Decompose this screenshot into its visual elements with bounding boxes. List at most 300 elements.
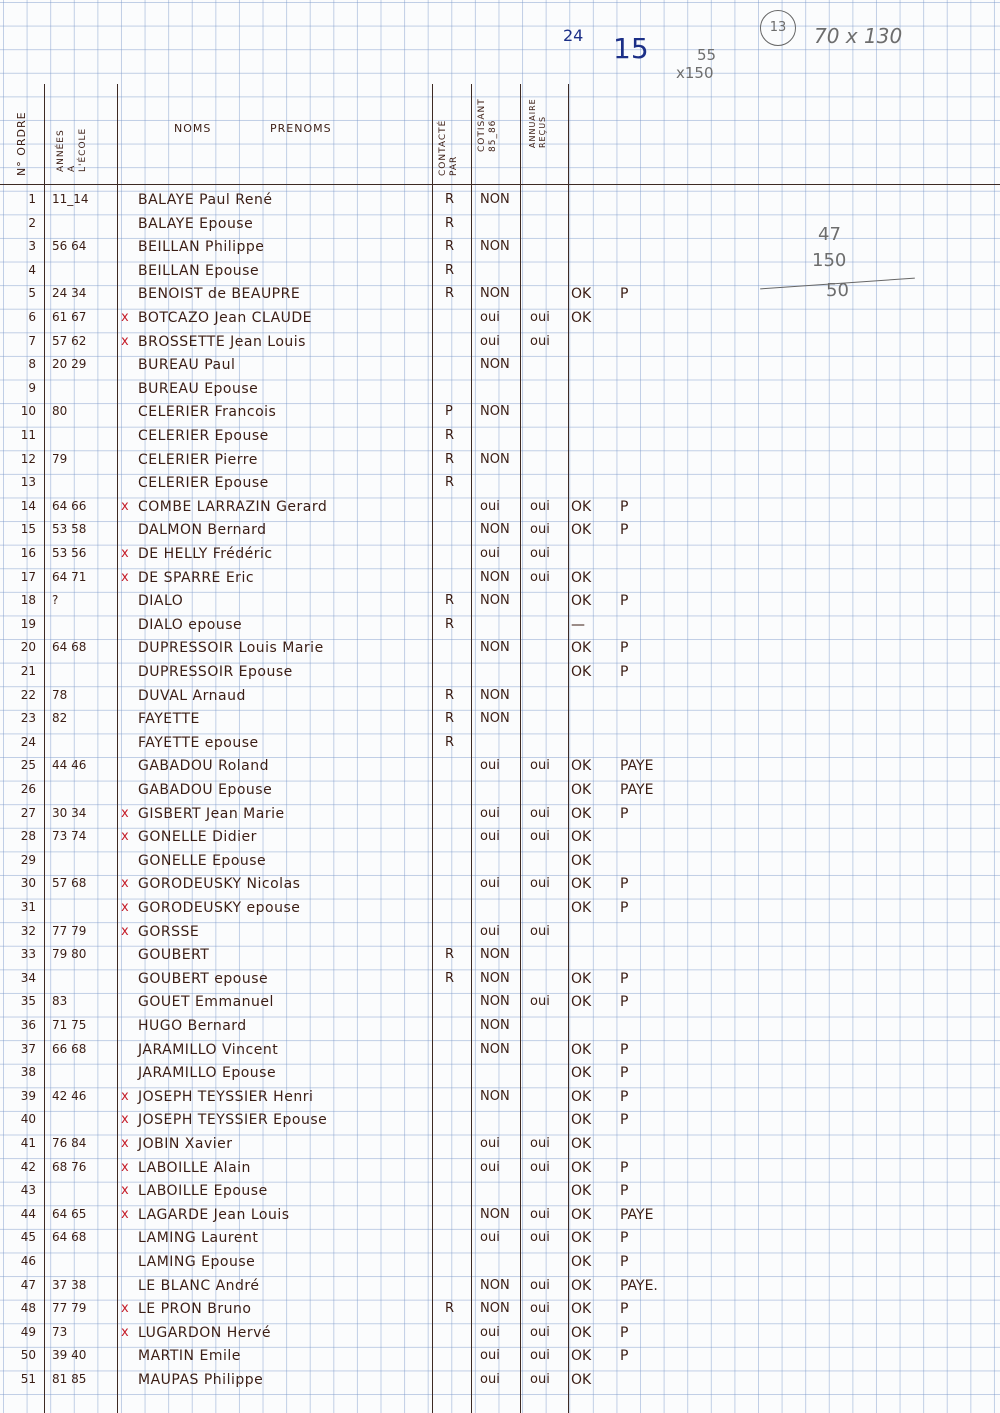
- page-number: 15: [613, 32, 649, 65]
- row-annuaire: oui: [530, 546, 550, 561]
- row-number: 24: [20, 734, 36, 749]
- row-name: BUREAU Paul: [138, 357, 236, 374]
- row-annuaire: oui: [530, 1301, 550, 1317]
- table-row: [0, 990, 1000, 1014]
- row-contacted-by: R: [445, 711, 455, 727]
- row-check-mark: x: [121, 498, 129, 514]
- row-name: JOBIN Xavier: [138, 1136, 233, 1152]
- row-cotisant: oui: [480, 1136, 500, 1151]
- row-years: 68 76: [52, 1159, 87, 1174]
- row-years: 53 56: [52, 546, 87, 560]
- table-row: [0, 448, 1000, 472]
- row-number: 21: [20, 664, 36, 678]
- row-number: 44: [20, 1206, 36, 1221]
- header-rule: [0, 184, 1000, 185]
- row-status-mark: P: [620, 1230, 629, 1247]
- row-number: 43: [20, 1183, 36, 1198]
- row-ok: OK: [571, 1324, 592, 1341]
- row-number: 46: [20, 1254, 36, 1268]
- row-number: 41: [20, 1136, 36, 1150]
- row-number: 7: [28, 333, 36, 348]
- row-contacted-by: R: [445, 970, 455, 986]
- row-cotisant: oui: [480, 758, 500, 774]
- row-ok: OK: [571, 782, 592, 798]
- table-row: [0, 306, 1000, 330]
- row-contacted-by: R: [445, 1301, 455, 1317]
- row-status-mark: P: [620, 900, 629, 916]
- table-row: [0, 613, 1000, 637]
- row-number: 20: [20, 640, 36, 655]
- table-row: [0, 1297, 1000, 1321]
- row-number: 1: [28, 192, 36, 206]
- row-cotisant: NON: [480, 994, 510, 1010]
- row-cotisant: NON: [480, 1301, 510, 1317]
- row-name: DUPRESSOIR Louis Marie: [138, 640, 324, 657]
- row-check-mark: x: [121, 1088, 129, 1104]
- row-years: 57 62: [52, 333, 87, 348]
- row-check-mark: x: [121, 829, 129, 845]
- row-status-mark: P: [620, 1041, 629, 1058]
- table-row: [0, 1344, 1000, 1368]
- row-check-mark: x: [121, 923, 129, 939]
- row-annuaire: oui: [530, 522, 550, 538]
- row-number: 47: [20, 1277, 36, 1292]
- row-annuaire: oui: [530, 923, 550, 939]
- row-cotisant: NON: [480, 640, 510, 656]
- row-name: CELERIER Francois: [138, 404, 277, 421]
- row-check-mark: x: [121, 1112, 129, 1128]
- row-check-mark: x: [121, 1206, 129, 1222]
- header-noms: NOMS: [174, 122, 212, 135]
- row-number: 22: [20, 687, 36, 702]
- row-cotisant: NON: [480, 357, 510, 373]
- row-name: GOUBERT epouse: [138, 970, 269, 987]
- row-years: 78: [52, 687, 68, 702]
- row-number: 15: [20, 522, 36, 537]
- row-check-mark: x: [121, 1301, 129, 1317]
- row-number: 18: [20, 593, 36, 608]
- row-status-mark: P: [620, 1254, 629, 1270]
- row-name: BUREAU Epouse: [138, 380, 259, 397]
- row-contacted-by: R: [445, 616, 455, 632]
- page-prefix: 24: [563, 26, 584, 45]
- row-cotisant: NON: [480, 1206, 510, 1222]
- table-row: [0, 754, 1000, 778]
- row-number: 29: [20, 852, 36, 867]
- row-name: LABOILLE Alain: [138, 1159, 251, 1176]
- row-years: 77 79: [52, 923, 87, 938]
- row-number: 32: [20, 923, 36, 938]
- row-name: CELERIER Epouse: [138, 428, 269, 444]
- row-name: JARAMILLO Epouse: [138, 1065, 277, 1082]
- row-ok: OK: [571, 522, 592, 539]
- row-cotisant: NON: [480, 593, 510, 609]
- row-cotisant: NON: [480, 1018, 510, 1033]
- row-cotisant: NON: [480, 522, 510, 538]
- row-annuaire: oui: [530, 758, 550, 774]
- table-row: [0, 684, 1000, 708]
- row-number: 28: [20, 829, 36, 844]
- row-ok: OK: [571, 640, 592, 657]
- row-cotisant: NON: [480, 947, 510, 963]
- table-row: [0, 589, 1000, 613]
- row-number: 34: [20, 970, 36, 985]
- row-status-mark: P: [620, 1183, 629, 1200]
- calc-top: 55: [697, 46, 717, 64]
- table-row: [0, 636, 1000, 660]
- row-name: DUPRESSOIR Epouse: [138, 664, 293, 680]
- row-status-mark: P: [620, 876, 629, 893]
- row-number: 25: [20, 758, 36, 773]
- row-contacted-by: R: [445, 215, 455, 231]
- row-name: GOUET Emmanuel: [138, 994, 274, 1011]
- table-row: [0, 1203, 1000, 1227]
- row-name: GISBERT Jean Marie: [138, 805, 285, 822]
- table-row: [0, 849, 1000, 873]
- row-annuaire: oui: [530, 1159, 550, 1175]
- table-row: [0, 825, 1000, 849]
- row-name: GONELLE Epouse: [138, 852, 267, 869]
- row-check-mark: x: [121, 1136, 129, 1151]
- row-years: 64 68: [52, 1230, 87, 1245]
- row-number: 36: [20, 1018, 36, 1032]
- row-name: GABADOU Roland: [138, 758, 269, 775]
- table-row: [0, 259, 1000, 283]
- row-cotisant: oui: [480, 805, 500, 821]
- row-name: DUVAL Arnaud: [138, 687, 246, 704]
- row-ok: —: [571, 616, 585, 633]
- row-number: 42: [20, 1159, 36, 1174]
- row-check-mark: x: [121, 805, 129, 821]
- row-ok: OK: [571, 1088, 592, 1105]
- row-ok: OK: [571, 498, 592, 515]
- table-row: [0, 518, 1000, 542]
- row-ok: OK: [571, 1112, 592, 1129]
- circled-number-text: 13: [769, 20, 787, 35]
- row-name: COMBE LARRAZIN Gerard: [138, 498, 328, 515]
- row-cotisant: NON: [480, 1277, 510, 1293]
- table-row: [0, 400, 1000, 424]
- row-contacted-by: R: [445, 947, 455, 963]
- row-cotisant: oui: [480, 1230, 500, 1246]
- row-ok: OK: [571, 310, 592, 326]
- row-contacted-by: R: [445, 192, 455, 207]
- row-ok: OK: [571, 805, 592, 822]
- row-status-mark: P: [620, 970, 629, 987]
- row-number: 49: [20, 1324, 36, 1339]
- row-cotisant: oui: [480, 310, 500, 325]
- row-years: 76 84: [52, 1136, 87, 1150]
- row-contacted-by: P: [445, 404, 453, 420]
- row-ok: OK: [571, 1136, 592, 1152]
- row-years: 83: [52, 994, 68, 1009]
- table-row: [0, 235, 1000, 259]
- table-row: [0, 377, 1000, 401]
- row-check-mark: x: [121, 1159, 129, 1175]
- row-ok: OK: [571, 758, 592, 775]
- row-name: DIALO: [138, 593, 184, 610]
- table-row: [0, 1014, 1000, 1038]
- row-name: DALMON Bernard: [138, 522, 267, 539]
- row-cotisant: oui: [480, 333, 500, 349]
- row-name: BALAYE Epouse: [138, 215, 254, 232]
- header-annuaire: ANNUAIRE REÇUS: [528, 98, 547, 148]
- row-name: GORODEUSKY epouse: [138, 900, 301, 916]
- row-ok: OK: [571, 1230, 592, 1247]
- row-years: 56 64: [52, 239, 87, 254]
- row-check-mark: x: [121, 876, 129, 892]
- row-ok: OK: [571, 1301, 592, 1318]
- row-name: LABOILLE Epouse: [138, 1183, 268, 1200]
- row-years: 42 46: [52, 1088, 87, 1103]
- row-ok: OK: [571, 1206, 592, 1223]
- table-row: [0, 1061, 1000, 1085]
- row-ok: OK: [571, 664, 592, 680]
- row-ok: OK: [571, 970, 592, 987]
- table-row: [0, 967, 1000, 991]
- row-cotisant: NON: [480, 1041, 510, 1057]
- row-status-mark: P: [620, 286, 629, 303]
- row-years: 64 66: [52, 498, 87, 513]
- row-years: 79 80: [52, 947, 87, 962]
- row-cotisant: oui: [480, 1348, 500, 1364]
- table-row: [0, 896, 1000, 920]
- row-cotisant: oui: [480, 498, 500, 514]
- row-number: 4: [28, 262, 36, 277]
- row-name: BROSSETTE Jean Louis: [138, 333, 306, 350]
- row-name: DE HELLY Frédéric: [138, 546, 273, 562]
- table-row: [0, 542, 1000, 566]
- row-number: 13: [20, 475, 36, 490]
- row-ok: OK: [571, 829, 592, 846]
- row-years: 39 40: [52, 1348, 87, 1363]
- table-row: [0, 1156, 1000, 1180]
- row-number: 8: [28, 357, 36, 372]
- row-annuaire: oui: [530, 1277, 550, 1293]
- row-name: GORSSE: [138, 923, 200, 940]
- row-cotisant: oui: [480, 1324, 500, 1340]
- row-cotisant: NON: [480, 970, 510, 986]
- table-row: [0, 731, 1000, 755]
- row-number: 17: [20, 569, 36, 584]
- row-number: 12: [20, 451, 36, 466]
- row-years: 66 68: [52, 1041, 87, 1056]
- row-number: 27: [20, 805, 36, 820]
- row-name: GONELLE Didier: [138, 829, 257, 846]
- table-row: [0, 660, 1000, 684]
- row-number: 50: [20, 1348, 36, 1363]
- row-name: GABADOU Epouse: [138, 782, 273, 798]
- row-years: 73: [52, 1324, 68, 1339]
- row-ok: OK: [571, 1041, 592, 1058]
- row-status-mark: PAYE: [620, 1206, 654, 1223]
- row-number: 23: [20, 711, 36, 726]
- row-number: 48: [20, 1301, 36, 1316]
- row-name: BEILLAN Epouse: [138, 262, 260, 279]
- table-row: [0, 1108, 1000, 1132]
- table-row: [0, 282, 1000, 306]
- row-years: 64 65: [52, 1206, 87, 1221]
- table-row: [0, 353, 1000, 377]
- row-cotisant: oui: [480, 829, 500, 845]
- row-cotisant: oui: [480, 923, 500, 939]
- margin-calc-b: 150: [812, 250, 847, 271]
- table-row: [0, 1226, 1000, 1250]
- row-years: 53 58: [52, 522, 87, 537]
- row-cotisant: NON: [480, 569, 510, 585]
- row-ok: OK: [571, 569, 592, 586]
- row-ok: OK: [571, 900, 592, 916]
- row-name: JARAMILLO Vincent: [138, 1041, 279, 1058]
- row-years: ?: [52, 593, 59, 608]
- row-status-mark: P: [620, 593, 629, 610]
- row-name: LAMING Laurent: [138, 1230, 259, 1247]
- row-number: 2: [28, 215, 36, 230]
- row-ok: OK: [571, 1372, 592, 1388]
- row-annuaire: oui: [530, 1136, 550, 1151]
- row-status-mark: P: [620, 664, 629, 680]
- row-years: 61 67: [52, 310, 87, 324]
- row-years: 64 68: [52, 640, 87, 655]
- row-check-mark: x: [121, 1183, 129, 1199]
- row-name: BENOIST de BEAUPRE: [138, 286, 301, 303]
- row-annuaire: oui: [530, 1324, 550, 1340]
- row-number: 30: [20, 876, 36, 891]
- row-ok: OK: [571, 1183, 592, 1200]
- row-cotisant: NON: [480, 711, 510, 727]
- row-name: BOTCAZO Jean CLAUDE: [138, 310, 313, 326]
- table-row: [0, 1274, 1000, 1298]
- margin-calc-c: 50: [826, 280, 849, 301]
- header-cotisant: COTISANT 85_86: [477, 98, 498, 152]
- row-status-mark: PAYE: [620, 758, 654, 775]
- row-name: GOUBERT: [138, 947, 210, 964]
- table-row: [0, 1038, 1000, 1062]
- row-status-mark: P: [620, 1159, 629, 1176]
- row-name: LE PRON Bruno: [138, 1301, 252, 1318]
- row-years: 71 75: [52, 1018, 87, 1032]
- circled-number: [760, 10, 796, 46]
- row-ok: OK: [571, 1277, 592, 1294]
- row-annuaire: oui: [530, 876, 550, 892]
- row-years: 44 46: [52, 758, 87, 773]
- row-cotisant: oui: [480, 1159, 500, 1175]
- table-row: [0, 188, 1000, 212]
- row-cotisant: oui: [480, 876, 500, 892]
- row-ok: OK: [571, 1159, 592, 1176]
- row-contacted-by: R: [445, 428, 455, 443]
- row-cotisant: NON: [480, 239, 510, 255]
- row-cotisant: oui: [480, 546, 500, 561]
- table-row: [0, 330, 1000, 354]
- row-years: 37 38: [52, 1277, 87, 1292]
- row-annuaire: oui: [530, 498, 550, 514]
- row-number: 11: [20, 428, 36, 442]
- header-ordre: N° ORDRE: [15, 111, 28, 176]
- row-number: 35: [20, 994, 36, 1009]
- row-years: 57 68: [52, 876, 87, 891]
- row-status-mark: P: [620, 1348, 629, 1365]
- row-annuaire: oui: [530, 310, 550, 325]
- row-contacted-by: R: [445, 286, 455, 302]
- row-annuaire: oui: [530, 333, 550, 349]
- row-years: 20 29: [52, 357, 87, 372]
- row-annuaire: oui: [530, 805, 550, 821]
- row-name: FAYETTE: [138, 711, 200, 728]
- row-annuaire: oui: [530, 1372, 550, 1387]
- table-row: [0, 920, 1000, 944]
- row-cotisant: NON: [480, 404, 510, 420]
- row-ok: OK: [571, 286, 592, 303]
- row-name: BALAYE Paul René: [138, 192, 273, 208]
- row-number: 5: [28, 286, 36, 301]
- row-number: 38: [20, 1065, 36, 1080]
- row-annuaire: oui: [530, 569, 550, 585]
- table-row: [0, 943, 1000, 967]
- row-ok: OK: [571, 1065, 592, 1082]
- row-name: DE SPARRE Eric: [138, 569, 255, 586]
- row-status-mark: P: [620, 1112, 629, 1129]
- row-number: 26: [20, 782, 36, 796]
- row-years: 73 74: [52, 829, 87, 844]
- row-ok: OK: [571, 876, 592, 893]
- row-cotisant: NON: [480, 192, 510, 207]
- row-check-mark: x: [121, 569, 129, 585]
- row-status-mark: P: [620, 1088, 629, 1105]
- row-number: 16: [20, 546, 36, 560]
- row-cotisant: NON: [480, 687, 510, 703]
- row-status-mark: P: [620, 1301, 629, 1318]
- row-annuaire: oui: [530, 1206, 550, 1222]
- margin-calc-a: 47: [818, 224, 841, 245]
- row-number: 6: [28, 310, 36, 324]
- row-name: LAGARDE Jean Louis: [138, 1206, 290, 1223]
- row-years: 81 85: [52, 1372, 87, 1386]
- row-check-mark: x: [121, 900, 129, 915]
- row-contacted-by: R: [445, 593, 455, 609]
- table-row: [0, 1179, 1000, 1203]
- calc-bottom: x150: [676, 64, 714, 82]
- row-contacted-by: R: [445, 262, 455, 278]
- table-row: [0, 802, 1000, 826]
- row-check-mark: x: [121, 546, 129, 561]
- header-contacte: CONTACTÉ PAR: [438, 119, 459, 176]
- row-annuaire: oui: [530, 829, 550, 845]
- row-name: LUGARDON Hervé: [138, 1324, 272, 1341]
- row-years: 64 71: [52, 569, 87, 584]
- row-name: DIALO epouse: [138, 616, 243, 633]
- row-number: 3: [28, 239, 36, 254]
- row-number: 19: [20, 616, 36, 631]
- table-row: [0, 495, 1000, 519]
- row-annuaire: oui: [530, 994, 550, 1010]
- row-name: HUGO Bernard: [138, 1018, 247, 1034]
- row-check-mark: x: [121, 1324, 129, 1340]
- row-name: JOSEPH TEYSSIER Epouse: [138, 1112, 328, 1129]
- row-number: 45: [20, 1230, 36, 1245]
- table-row: [0, 212, 1000, 236]
- row-name: MAUPAS Philippe: [138, 1372, 264, 1388]
- row-contacted-by: R: [445, 475, 455, 491]
- row-name: CELERIER Pierre: [138, 451, 258, 468]
- format-note: 70 x 130: [814, 24, 903, 48]
- row-status-mark: P: [620, 994, 629, 1011]
- row-contacted-by: R: [445, 239, 455, 255]
- row-contacted-by: R: [445, 687, 455, 703]
- row-status-mark: P: [620, 1324, 629, 1341]
- header-prenoms: PRENOMS: [270, 122, 332, 135]
- row-status-mark: P: [620, 1065, 629, 1082]
